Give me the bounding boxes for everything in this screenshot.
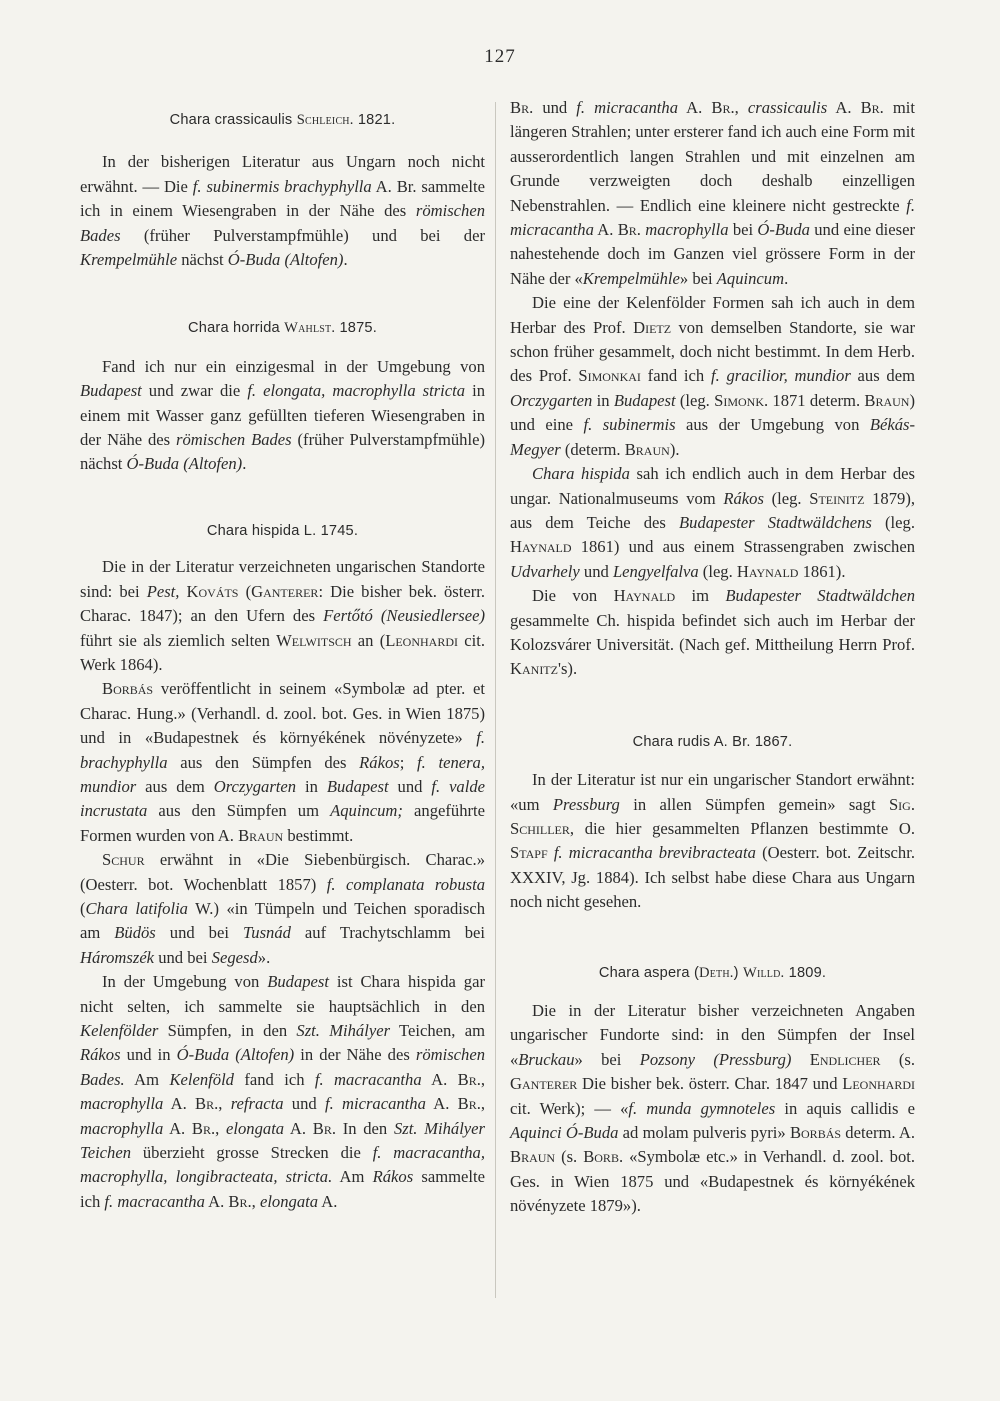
paragraph: Die in der Literatur bisher verzeichneten Angaben ungarischer Fundorte sind: in den Sümpfen der Insel «Bruckau» bei Pozsony (Pressburg) Endlicher (s. Ganterer Die bisher bek. österr. Char. 1847 und Leonhardi cit. Werk); — «f. munda gymnoteles in aquis callidis e Aquinci Ó-Buda ad molam pulveris pyri» Borbás determ. A. Braun (s. Borb. «Symbolæ etc.» in Verhandl. d. zool. bot. Ges. in Wien 1875 und «Budapestnek és környékének növényzete 1879»). xyxy=(510,1001,915,1216)
species-year: 1821. xyxy=(357,112,396,128)
species-name: Chara hispida xyxy=(206,522,300,539)
species-author: Schleich. xyxy=(296,112,354,128)
paragraph: Chara hispida sah ich endlich auch in dem Herbar des ungar. Nationalmuseums vom Rákos (leg. Steinitz 1879), aus dem Teiche des Budapester Stadtwäldchens (leg. Haynald 1861) und aus einem Strassengraben zwischen Udvarhely und Lengyelfalva (leg. Haynald 1861). xyxy=(510,464,916,581)
species-author: Deth. xyxy=(699,964,734,981)
species-author: Wahlst. xyxy=(284,320,336,337)
section-heading-chara-aspera: Chara aspera (Deth.) Willd. 1809. xyxy=(598,964,827,981)
paragraph: Fand ich nur ein einzigesmal in der Umgebung von Budapest und zwar die f. elongata, macrophylla stricta in einem mit Wasser ganz gefüllten tieferen Wiesengraben in der Nähe des römischen Bades (früher Pulverstampfmühle) nächst Ó-Buda (Altofen). xyxy=(80,356,486,474)
section-heading-chara-hispida xyxy=(80,519,485,543)
paragraph: Die in der Literatur verzeichneten ungarischen Standorte sind: bei Pest, Kováts (Ganterer: Die bisher bek. österr. Charac. 1847); an den Ufern des Fertőtó (Neusiedlersee) führt sie als ziemlich selten Welwitsch an (Leonhardi cit. Werk 1864). xyxy=(80,557,485,674)
species-name: Chara rudis xyxy=(632,733,711,750)
species-author: Willd. xyxy=(742,964,785,981)
species-author: L. 1745. xyxy=(303,522,359,539)
paragraph: Die von Haynald im Budapester Stadtwäldchen gesammelte Ch. hispida befindet sich auch im Herbar der Kolozsvárer Universität. (Nach gef. Mittheilung Herrn Prof. Kanitz's). xyxy=(510,586,915,679)
species-year: 1809. xyxy=(784,964,827,981)
section-heading-chara-horrida xyxy=(80,316,485,340)
left-column xyxy=(80,96,485,1214)
paragraph: Br. und f. micracantha A. Br., crassicaulis A. Br. mit längeren Strahlen; unter ersterer fand ich auch eine Form mit ausserordentlich langen Strahlen und mit einzelnen am Grunde verzweigten doch deshalb einzelligen Nebenstrahlen. — Endlich eine kleinere nicht gestreckte f. micracantha A. Br. macrophylla bei Ó-Buda und eine dieser nahestehende doch im Ganzen viel grössere Form in der Nähe der «Krempelmühle» bei Aquincum. xyxy=(510,98,916,288)
right-column xyxy=(510,96,915,1219)
paragraph: In der Literatur ist nur ein ungarischer Standort erwähnt: «um Pressburg in allen Sümpfen gemein» sagt Sig. Schiller, die hier gesammelten Pflanzen bestimmte O. Stapf f. micracantha brevibracteata (Oesterr. bot. Zeitschr. XXXIV, Jg. 1884). Ich selbst habe diese Chara aus Ungarn noch nicht gesehen. xyxy=(510,770,915,912)
species-year: 1875. xyxy=(339,320,377,337)
section-heading-chara-crassicaulis xyxy=(80,108,485,132)
page-number: 127 xyxy=(484,46,516,67)
column-divider xyxy=(495,102,496,1298)
species-name: Chara horrida xyxy=(188,320,280,337)
section-heading-chara-rudis xyxy=(510,730,915,754)
paragraph: In der Umgebung von Budapest ist Chara hispida gar nicht selten, ich sammelte sie hauptsächlich in den Kelenfölder Sümpfen, in den Szt. Mihályer Teichen, am Rákos und in Ó-Buda (Altofen) in der Nähe des römischen Bades. Am Kelenföld fand ich f. macracantha A. Br., macrophylla A. Br., refracta und f. micracantha A. Br., macrophylla A. Br., elongata A. Br. In den Szt. Mihályer Teichen überzieht grosse Strecken die f. macracantha, macrophylla, longibracteata, stricta. Am Rákos sammelte ich f. macracantha A. Br., elongata A. xyxy=(80,972,486,1211)
species-author: A. Br. 1867. xyxy=(713,733,793,750)
paragraph: Die eine der Kelenfölder Formen sah ich auch in dem Herbar des Prof. Dietz von demselben Standorte, sie war schon früher gesammelt, doch nicht bestimmt. In dem Herb. des Prof. Simonkai fand ich f. gracilior, mundior aus dem Orczygarten in Budapest (leg. Simonk. 1871 determ. Braun) und eine f. subinermis aus der Umgebung von Békás-Megyer (determ. Braun). xyxy=(510,293,915,459)
paragraph: Borbás veröffentlicht in seinem «Symbolæ ad pter. et Charac. Hung.» (Verhandl. d. zool. bot. Ges. in Wien 1875) und in «Budapestnek és környékének növényzete» f. brachyphylla aus den Sümpfen des Rákos; f. tenera, mundior aus dem Orczygarten in Budapest und f. valde incrustata aus den Sümpfen um Aquincum; angeführte Formen wurden von A. Braun bestimmt. xyxy=(80,679,486,845)
species-name: Chara crassicaulis xyxy=(169,112,293,128)
paragraph: In der bisherigen Literatur aus Ungarn noch nicht erwähnt. — Die f. subinermis brachyphylla A. Br. sammelte ich in einem Wiesengraben in der Nähe des römischen Bades (früher Pulverstampfmühle) und bei der Krempelmühle nächst Ó-Buda (Altofen). xyxy=(80,152,485,270)
paragraph: Schur erwähnt in «Die Siebenbürgisch. Charac.» (Oesterr. bot. Wochenblatt 1857) f. complanata robusta (Chara latifolia W.) «in Tümpeln und Teichen sporadisch am Büdös und bei Tusnád auf Trachytschlamm bei Háromszék und bei Segesd». xyxy=(80,850,486,967)
species-name: Chara aspera xyxy=(598,964,690,981)
